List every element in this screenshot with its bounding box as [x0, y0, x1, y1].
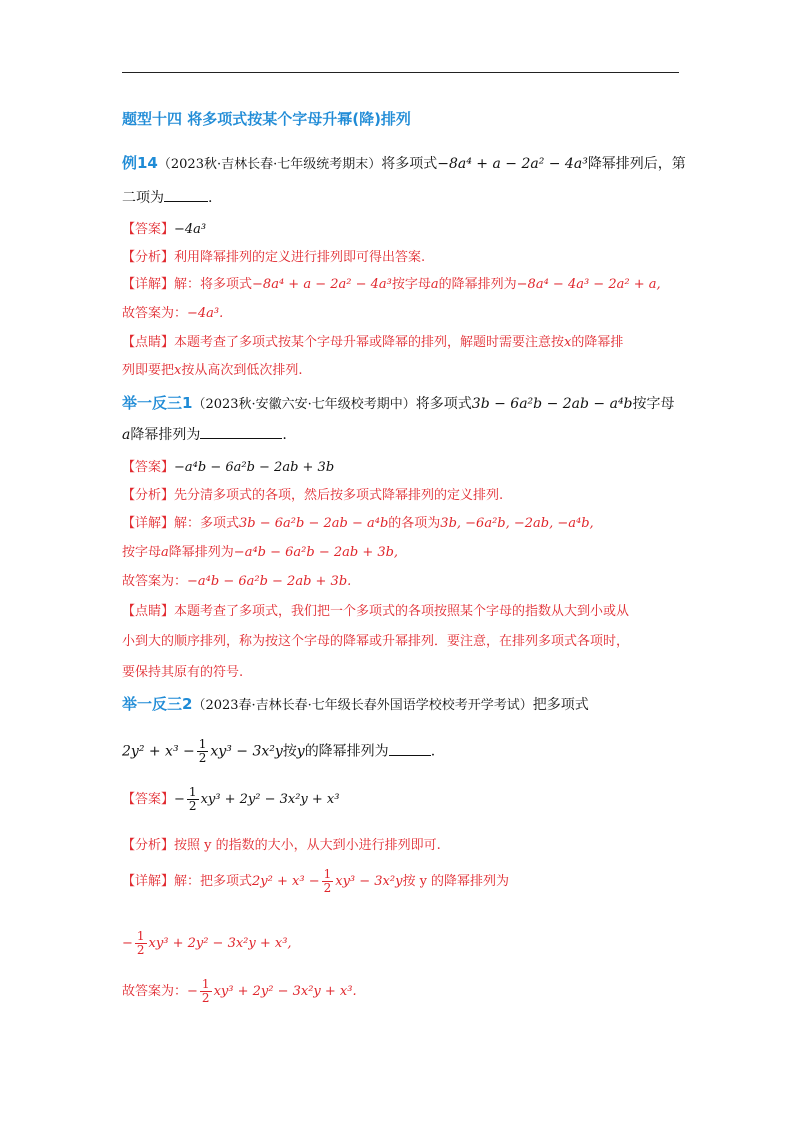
ex14-detail-2expr: −4a³. [187, 306, 224, 321]
j1-text-b: 按字母 [632, 396, 675, 412]
j2-detail-line-1 [122, 868, 509, 895]
j2-frac-num: 1 [198, 737, 207, 751]
j1-detail-2b: 降幂排列为 [168, 545, 234, 560]
j2-source: （2023春·吉林长春·七年级长春外国语学校校考开学考试） [192, 698, 533, 713]
j2-detail-1a: 解：把多项式 [174, 874, 253, 890]
j2-answer-blank [389, 743, 431, 756]
j1-expr: 3b − 6a²b − 2ab − a⁴b [471, 396, 633, 412]
j1-label: 举一反三1 [122, 394, 193, 412]
j2-text-end: . [430, 743, 436, 760]
j1-text-a: 将多项式 [415, 396, 472, 412]
j1-text-c: 降幂排列为 [130, 427, 201, 443]
j2-detail-3-frac-num: 1 [201, 977, 210, 991]
j2-expr-pre: 2y² + x³ − [122, 743, 195, 760]
j2-answer-frac-den: 2 [188, 799, 197, 814]
j1-answer-line [122, 456, 334, 475]
j1-analysis-line [122, 484, 503, 503]
ex14-analysis: 利用降幂排列的定义进行排列即可得出答案. [174, 250, 426, 265]
j1-detail-line-1 [122, 512, 594, 531]
ex14-detail-1b: 按字母 [391, 277, 431, 292]
j2-answer-post: xy³ + 2y² − 3x²y + x³ [200, 792, 340, 808]
j2-detail-1pre: 2y² + x³ − [252, 874, 320, 890]
j2-line-1 [122, 693, 589, 714]
ex14-analysis-line [122, 246, 425, 265]
ex14-text-b: 降幂排列后，第 [587, 156, 686, 172]
j1-detail-1b: 的各项为 [388, 516, 441, 531]
j2-detail-2pre: − [122, 936, 133, 952]
j2-analysis-tag: 【分析】 [122, 838, 175, 853]
j1-text-end: . [282, 427, 287, 443]
j2-answer-tag: 【答案】 [122, 792, 175, 808]
j2-detail-3-fraction [200, 978, 212, 1005]
j1-detail-1a: 解：多项式 [174, 516, 240, 531]
ex14-detail-line-1 [122, 273, 661, 292]
j2-detail-3a: 故答案为： [122, 984, 188, 1000]
j1-detail-1terms: 3b, −6a²b, −2ab, −a⁴b, [440, 516, 594, 531]
ex14-expr: −8a⁴ + a − 2a² − 4a³ [437, 156, 588, 172]
j2-detail-1-fraction [322, 868, 334, 895]
j2-fraction [197, 738, 209, 765]
ex14-comment-2a: 列即要把 [122, 363, 175, 378]
j1-comment-1: 本题考查了多项式，我们把一个多项式的各项按照某个字母的指数从大到小或从 [174, 604, 630, 619]
ex14-text-end: . [208, 190, 213, 206]
j1-comment-tag: 【点睛】 [122, 604, 175, 619]
j1-analysis-tag: 【分析】 [122, 488, 175, 503]
ex14-detail-line-2 [122, 302, 223, 321]
ex14-text-c: 二项为 [122, 190, 164, 206]
j2-var: y [296, 743, 305, 760]
ex14-detail-2a: 故答案为： [122, 306, 188, 321]
j2-detail-3-frac-den: 2 [201, 991, 210, 1006]
j2-answer-fraction [187, 786, 199, 813]
j2-detail-1b: 按 y 的降幂排列为 [402, 874, 510, 890]
ex14-line-1 [122, 152, 686, 173]
j1-comment-line-2: 小到大的顺序排列，称为按这个字母的降幂或升幂排列．要注意，在排列多项式各项时， [122, 634, 630, 649]
j2-frac-den: 2 [198, 751, 207, 766]
ex14-answer-line [122, 218, 206, 237]
ex14-answer-tag: 【答案】 [122, 222, 175, 237]
j2-detail-2-frac-den: 2 [136, 943, 145, 958]
ex14-label: 例14 [122, 154, 158, 172]
j1-detail-2expr: −a⁴b − 6a²b − 2ab + 3b, [233, 545, 399, 560]
header-rule [122, 72, 679, 73]
ex14-line-2 [122, 187, 212, 207]
j2-text-b: 按 [282, 743, 297, 760]
ex14-comment-tag: 【点睛】 [122, 335, 175, 350]
j1-detail-3expr: −a⁴b − 6a²b − 2ab + 3b. [187, 574, 352, 589]
j2-label: 举一反三2 [122, 695, 193, 713]
j2-detail-line-2 [122, 930, 292, 957]
j2-text-c: 的降幂排列为 [304, 743, 389, 760]
j1-detail-line-2 [122, 541, 398, 560]
j2-detail-2-frac-num: 1 [136, 929, 145, 943]
ex14-comment-line-2 [122, 359, 303, 378]
ex14-answer: −4a³ [174, 222, 207, 237]
ex14-detail-tag: 【详解】 [122, 277, 175, 292]
ex14-comment-line-1 [122, 331, 623, 350]
j1-detail-3a: 故答案为： [122, 574, 188, 589]
j2-detail-1-frac-den: 2 [323, 881, 332, 896]
j1-detail-line-3 [122, 570, 351, 589]
ex14-comment-1var: x [564, 335, 572, 350]
j2-detail-tag: 【详解】 [122, 874, 175, 890]
j1-analysis: 先分清多项式的各项，然后按多项式降幂排列的定义排列. [174, 488, 504, 503]
j2-expr-post: xy³ − 3x²y [210, 743, 283, 760]
ex14-comment-2b: 按从高次到低次排列. [181, 363, 303, 378]
ex14-detail-1expr: −8a⁴ + a − 2a² − 4a³ [252, 277, 392, 292]
ex14-analysis-tag: 【分析】 [122, 250, 175, 265]
j1-detail-1expr: 3b − 6a²b − 2ab − a⁴b [239, 516, 389, 531]
j2-text-a: 把多项式 [532, 697, 589, 713]
j2-detail-2-fraction [135, 930, 147, 957]
j2-detail-1-frac-num: 1 [323, 867, 332, 881]
section-title: 题型十四 将多项式按某个字母升幂(降)排列 [122, 110, 411, 128]
j1-line-1 [122, 392, 675, 413]
j1-comment-line-3: 要保持其原有的符号. [122, 665, 244, 680]
j2-detail-line-3 [122, 978, 357, 1005]
ex14-text-a: 将多项式 [381, 156, 438, 172]
j1-answer-tag: 【答案】 [122, 460, 175, 475]
j2-detail-2post: xy³ + 2y² − 3x²y + x³, [148, 936, 292, 952]
j2-analysis: 按照 y 的指数的大小，从大到小进行排列即可. [174, 838, 441, 853]
j1-source: （2023秋·安徽六安·七年级校考期中） [192, 397, 416, 412]
j2-detail-1post: xy³ − 3x²y [335, 874, 403, 890]
ex14-detail-1var: a [430, 277, 439, 292]
ex14-detail-1a: 解：将多项式 [174, 277, 253, 292]
ex14-answer-blank [164, 189, 208, 202]
j1-var: a [122, 427, 131, 443]
j1-comment-line-1 [122, 600, 629, 619]
j2-line-2 [122, 738, 435, 765]
j2-answer-pre: − [174, 792, 185, 808]
j2-detail-3post: xy³ + 2y² − 3x²y + x³. [213, 984, 357, 1000]
ex14-comment-1a: 本题考查了多项式按某个字母升幂或降幂的排列，解题时需要注意按 [174, 335, 565, 350]
j1-answer-blank [200, 426, 282, 439]
j2-answer-frac-num: 1 [188, 785, 197, 799]
j2-answer-line [122, 786, 339, 813]
ex14-comment-1b: 的降幂排 [571, 335, 624, 350]
j1-detail-tag: 【详解】 [122, 516, 175, 531]
j1-detail-2a: 按字母 [122, 545, 162, 560]
j1-detail-2var: a [161, 545, 169, 560]
j1-line-2 [122, 424, 287, 444]
j1-answer: −a⁴b − 6a²b − 2ab + 3b [174, 460, 335, 475]
j2-detail-3pre: − [187, 984, 198, 1000]
j2-analysis-line [122, 834, 441, 853]
ex14-comment-2var: x [174, 363, 182, 378]
ex14-source: （2023秋·吉林长春·七年级统考期末） [157, 157, 382, 172]
ex14-detail-1result: −8a⁴ − 4a³ − 2a² + a, [516, 277, 661, 292]
ex14-detail-1c: 的降幂排列为 [438, 277, 517, 292]
